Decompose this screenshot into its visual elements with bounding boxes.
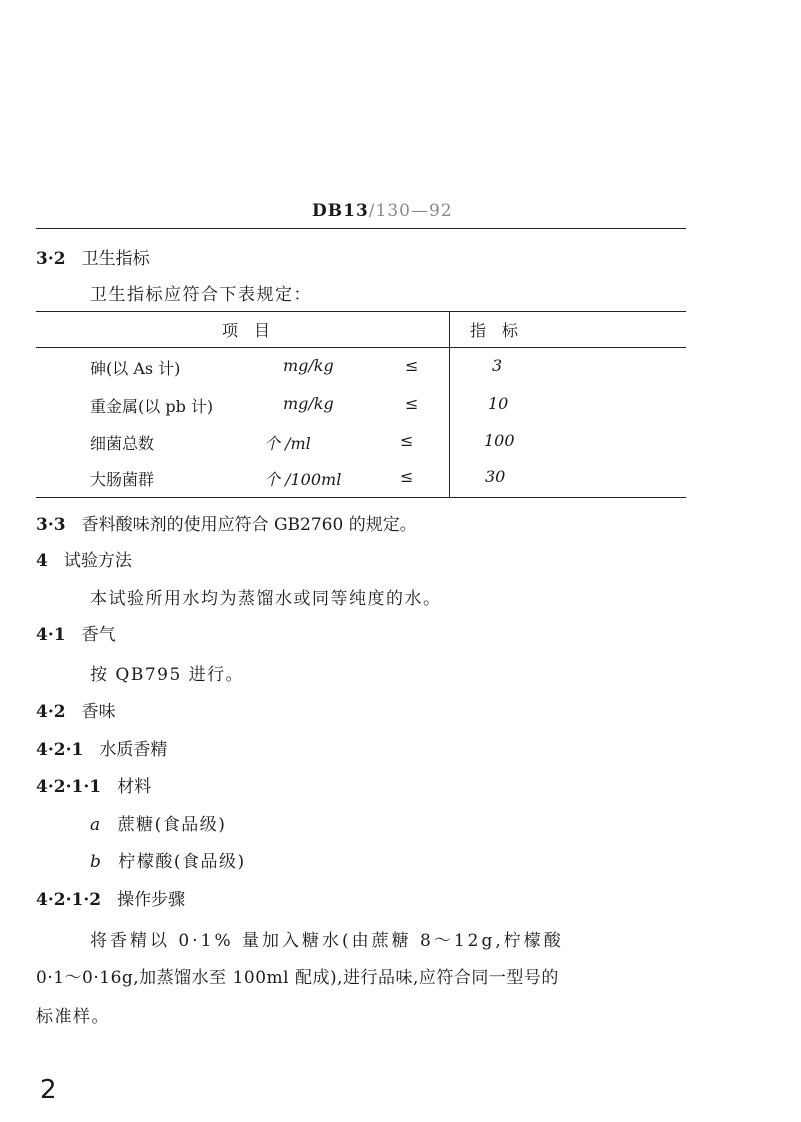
section-number: 3·3: [36, 515, 66, 535]
document-code: [312, 201, 453, 221]
section-4-2-1-1-heading: [36, 772, 151, 797]
section-4-heading: [36, 546, 132, 571]
procedure-line-2: 0·1～0·16g,加蒸馏水至 100ml 配成),进行品味,应符合同一型号的: [36, 968, 559, 988]
section-number: 4·2·1·2: [36, 890, 102, 910]
table-header-item: 项 目: [222, 321, 271, 340]
section-4-2-1-2-heading: [36, 885, 185, 910]
table-header-index: 指 标: [470, 321, 519, 340]
material-item-letter: b: [90, 852, 103, 872]
material-item-b: [90, 847, 246, 872]
section-number: 4: [36, 551, 48, 571]
section-4-1-heading: [36, 620, 116, 645]
page-number: 2: [40, 1075, 57, 1105]
material-item-letter: a: [90, 815, 102, 835]
procedure-line-3: 标准样。: [36, 1007, 110, 1027]
material-item-text: 蔗糖(食品级): [117, 815, 227, 835]
table-row-op: ≤: [405, 356, 419, 375]
section-title: 香味: [81, 702, 116, 722]
section-3-2-intro: 卫生指标应符合下表规定：: [90, 285, 312, 305]
material-item-a: [90, 810, 226, 835]
document-code-main: DB13: [312, 201, 369, 221]
table-row-value: 30: [485, 467, 506, 486]
table-row-op: ≤: [400, 431, 414, 450]
table-bottom-rule: [36, 497, 686, 498]
material-item-text: 柠檬酸(食品级): [118, 852, 246, 872]
section-3-2-heading: [36, 244, 150, 269]
table-row-value: 100: [484, 431, 515, 450]
table-row-value: 10: [488, 394, 509, 413]
section-number: 4·2·1: [36, 740, 84, 760]
section-4-2-heading: [36, 697, 116, 722]
procedure-line-1: 将香精以 0·1% 量加入糖水(由蔗糖 8～12g,柠檬酸: [90, 931, 564, 951]
table-row-value: 3: [492, 356, 503, 375]
table-row-name: 砷(以 As 计): [90, 359, 181, 378]
section-4-1-text: 按 QB795 进行。: [90, 665, 245, 685]
table-row-op: ≤: [400, 467, 414, 486]
section-title: 香气: [81, 625, 116, 645]
section-title: 材料: [117, 777, 152, 797]
section-number: 4·1: [36, 625, 66, 645]
section-number: 4·2·1·1: [36, 777, 102, 797]
section-title: 试验方法: [63, 551, 132, 571]
section-number: 4·2: [36, 702, 66, 722]
table-row-unit: mg/kg: [283, 356, 334, 375]
section-4-2-1-heading: [36, 735, 167, 760]
table-column-divider: [449, 311, 450, 497]
section-4-intro: 本试验所用水均为蒸馏水或同等纯度的水。: [90, 589, 442, 609]
document-code-rest: /130—92: [368, 201, 453, 221]
section-title: 卫生指标: [81, 249, 150, 269]
table-row-unit: 个 /100ml: [264, 470, 342, 489]
table-row-name: 细菌总数: [90, 434, 155, 453]
table-row-unit: mg/kg: [283, 394, 334, 413]
table-top-rule: [36, 311, 686, 312]
table-row-unit: 个 /ml: [264, 434, 311, 453]
table-row-op: ≤: [405, 394, 419, 413]
table-header-rule: [36, 347, 686, 348]
section-3-3: [36, 510, 417, 535]
section-number: 3·2: [36, 249, 66, 269]
section-title: 水质香精: [99, 740, 168, 760]
table-row-name: 重金属(以 pb 计): [90, 397, 214, 416]
table-row-name: 大肠菌群: [90, 470, 155, 489]
header-rule: [36, 228, 686, 229]
section-text: 香料酸味剂的使用应符合 GB2760 的规定。: [81, 515, 417, 535]
section-title: 操作步骤: [117, 890, 186, 910]
